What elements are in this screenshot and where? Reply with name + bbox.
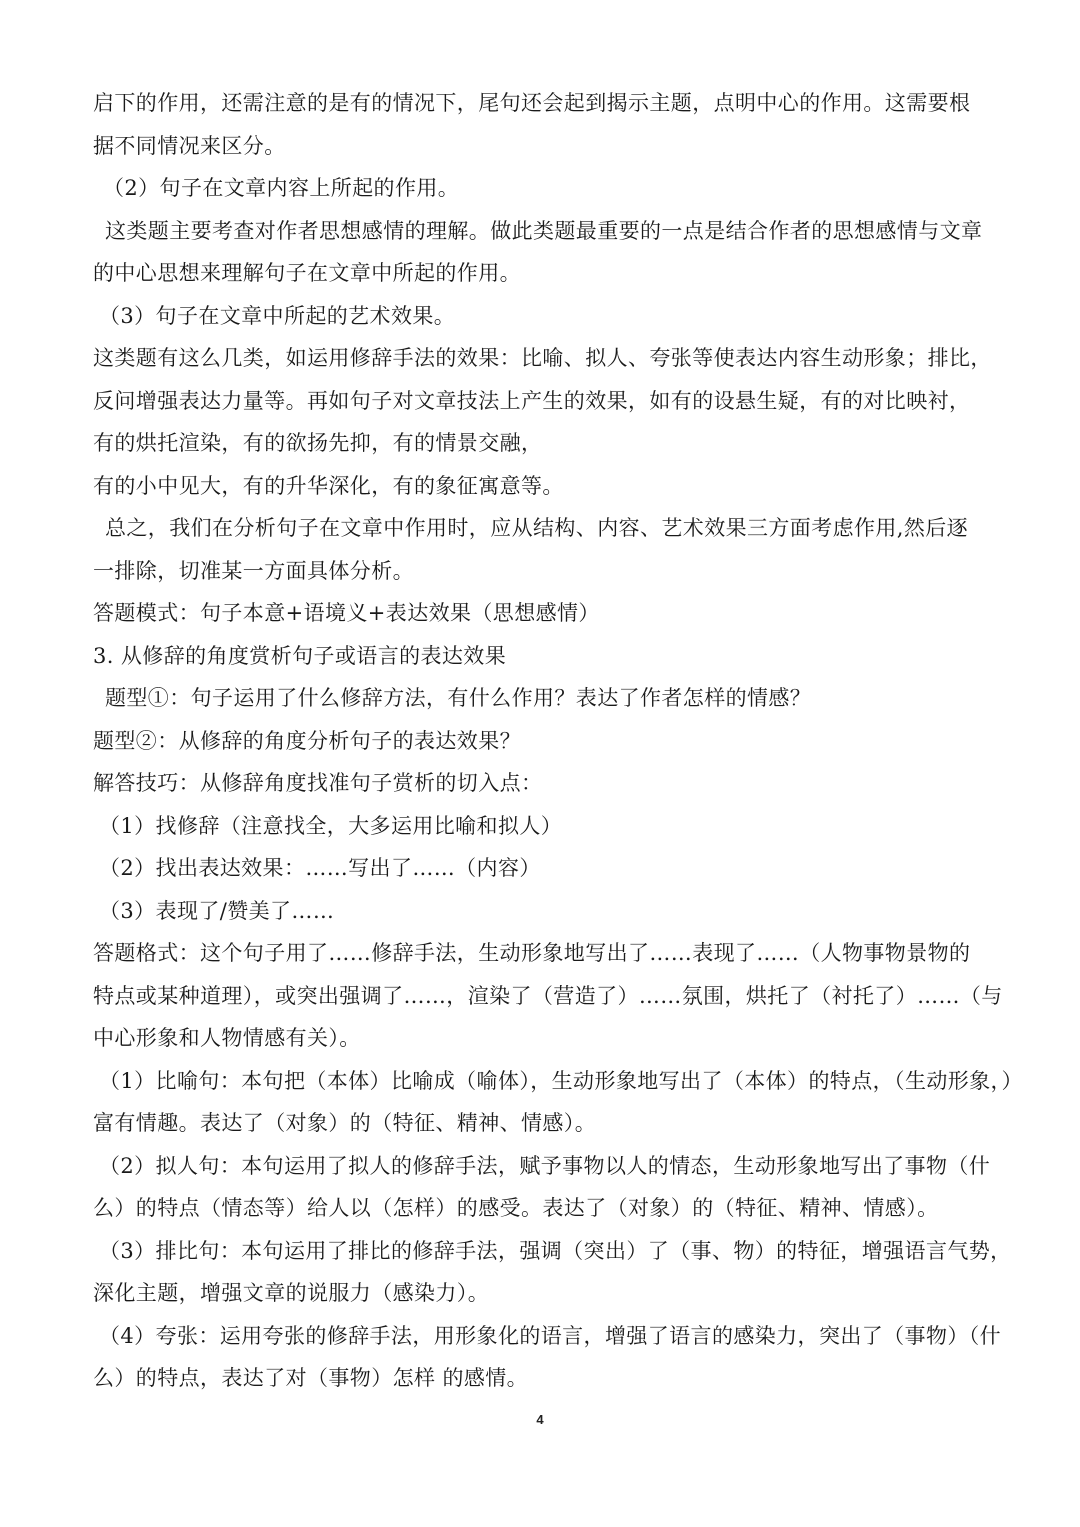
text-line: 这类题主要考查对作者思想感情的理解。做此类题最重要的一点是结合作者的思想感情与文章: [105, 218, 983, 243]
page-number: 4: [536, 1412, 544, 1427]
text-line: （3）排比句：本句运用了排比的修辞手法，强调（突出）了（事、物）的特征，增强语言气势，: [99, 1238, 1012, 1263]
text-line: 这类题有这么几类，如运用修辞手法的效果：比喻、拟人、夸张等使表达内容生动形象；排比，: [93, 346, 992, 370]
text-line: 中心形象和人物情感有关）。: [93, 1026, 361, 1050]
text-line: 反问增强表达力量等。再如句子对文章技法上产生的效果，如有的设悬生疑，有的对比映衬，: [93, 388, 971, 413]
text-line: （1）比喻句：本句把（本体）比喻成（喻体），生动形象地写出了（本体）的特点，（生动形象，）: [99, 1068, 1023, 1093]
text-line: 特点或某种道理），或突出强调了……，渲染了（营造了）……氛围，烘托了（衬托了）……（与: [93, 983, 1003, 1008]
text-line: 启下的作用，还需注意的是有的情况下，尾句还会起到揭示主题，点明中心的作用。这需要根: [93, 91, 971, 115]
text-line: 题型②：从修辞的角度分析句子的表达效果？: [93, 728, 521, 753]
text-line: 题型①：句子运用了什么修辞方法，有什么作用？表达了作者怎样的情感？: [105, 686, 812, 710]
text-line: （3）句子在文章中所起的艺术效果。: [99, 303, 456, 328]
text-line: 富有情趣。表达了（对象）的（特征、精神、情感）。: [93, 1111, 597, 1135]
text-line: 么）的特点（情态等）给人以（怎样）的感受。表达了（对象）的（特征、精神、情感）。: [93, 1196, 939, 1220]
text-line: 的中心思想来理解句子在文章中所起的作用。: [93, 261, 521, 285]
text-line: （2）句子在文章内容上所起的作用。: [103, 176, 460, 200]
text-line: （3）表现了/赞美了……: [99, 898, 335, 923]
text-line: 深化主题，增强文章的说服力（感染力）。: [93, 1281, 490, 1305]
text-line: 解答技巧：从修辞角度找准句子赏析的切入点：: [93, 771, 543, 795]
text-line: （1）找修辞（注意找全，大多运用比喻和拟人）: [99, 813, 563, 838]
text-line: 有的小中见大，有的升华深化，有的象征寓意等。: [93, 473, 564, 498]
document-body: [93, 82, 1023, 1400]
text-line: （2）找出表达效果：……写出了……（内容）: [99, 856, 541, 880]
section-heading: 3. 从修辞的角度赏析句子或语言的表达效果: [93, 643, 507, 668]
text-line: 答题格式：这个句子用了……修辞手法，生动形象地写出了……表现了……（人物事物景物的: [93, 941, 971, 965]
text-line: 据不同情况来区分。: [93, 133, 286, 158]
text-line: 总之，我们在分析句子在文章中作用时，应从结构、内容、艺术效果三方面考虑作用,然后逐: [105, 516, 969, 540]
text-line: 有的烘托渲染，有的欲扬先抑，有的情景交融，: [93, 431, 543, 455]
text-line: 答题模式：句子本意+语境义+表达效果（思想感情）: [93, 601, 600, 625]
text-line: （4）夸张：运用夸张的修辞手法，用形象化的语言，增强了语言的感染力，突出了（事物）（什: [99, 1323, 1002, 1348]
text-line: （2）拟人句：本句运用了拟人的修辞手法，赋予事物以人的情态，生动形象地写出了事物（什: [99, 1153, 991, 1178]
text-line: 一排除，切准某一方面具体分析。: [93, 558, 414, 583]
text-line: 么）的特点，表达了对（事物）怎样 的感情。: [93, 1366, 529, 1390]
